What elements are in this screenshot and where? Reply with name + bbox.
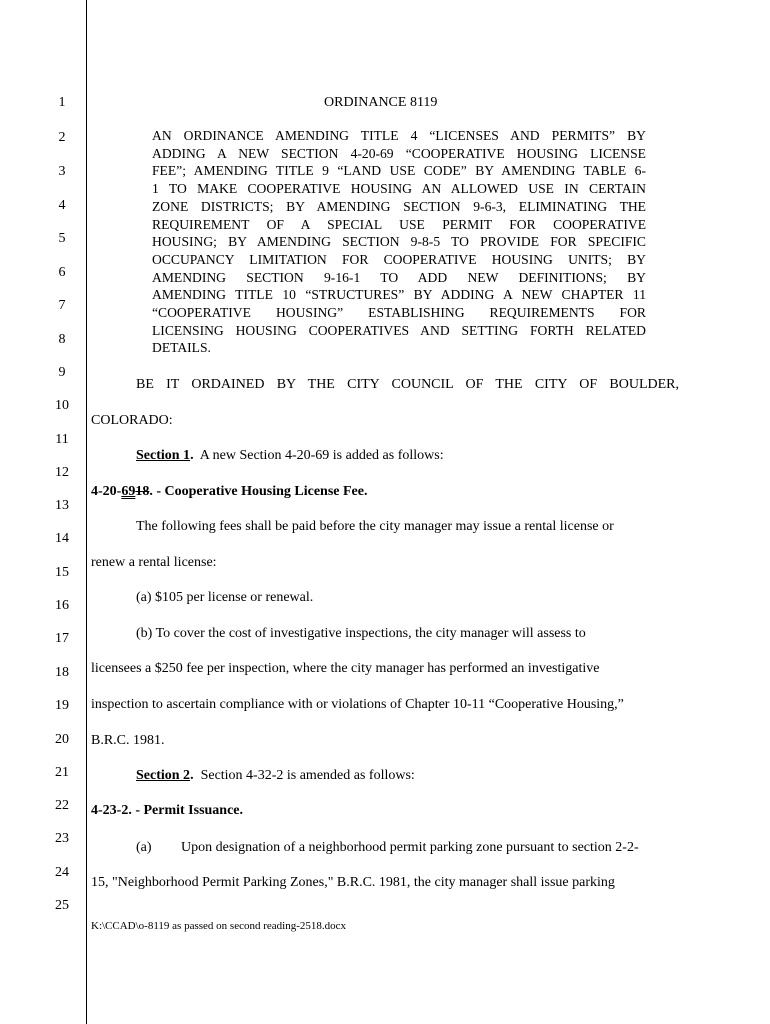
caption-line: HOUSING; BY AMENDING SECTION 9-8-5 TO PROVIDE FOR SPECIFIC xyxy=(152,234,646,250)
caption-line: ADDING A NEW SECTION 4-20-69 “COOPERATIVE HOUSING LICENSE xyxy=(152,145,646,161)
permit-a-line: 15, "Neighborhood Permit Parking Zones," B.R.C. 1981, the city manager shall issue parking xyxy=(91,875,615,890)
line-number: 25 xyxy=(55,898,69,913)
line-number: 10 xyxy=(55,398,69,413)
line-number: 20 xyxy=(55,732,69,747)
section-1-period: . xyxy=(190,448,194,463)
line-number: 14 xyxy=(55,531,69,546)
line-number: 24 xyxy=(55,865,69,880)
section-2-text: Section 4-32-2 is amended as follows: xyxy=(193,768,415,783)
line-number: 6 xyxy=(58,265,66,280)
line-number: 12 xyxy=(55,465,69,480)
line-number: 18 xyxy=(55,665,69,680)
ordinance-caption xyxy=(152,127,646,357)
heading-suffix: . - Cooperative Housing License Fee. xyxy=(149,484,368,499)
item-b-line: B.R.C. 1981. xyxy=(91,733,165,748)
section-1-intro xyxy=(136,448,444,463)
paragraph-line: The following fees shall be paid before the city manager may issue a rental license or xyxy=(136,519,614,534)
heading-prefix: 4-20- xyxy=(91,484,122,499)
caption-line: “COOPERATIVE HOUSING” ESTABLISHING REQUIREMENTS FOR xyxy=(152,305,646,321)
caption-line: REQUIREMENT OF A SPECIAL USE PERMIT FOR COOPERATIVE xyxy=(152,216,646,232)
line-number: 17 xyxy=(55,631,69,646)
section-2-label: Section 2 xyxy=(136,768,191,783)
line-number: 21 xyxy=(55,765,69,780)
item-a: (a) $105 per license or renewal. xyxy=(136,590,314,605)
line-number: 4 xyxy=(58,198,66,213)
line-number: 11 xyxy=(55,432,69,447)
line-number: 19 xyxy=(55,698,69,713)
section-1-text: A new Section 4-20-69 is added as follows: xyxy=(193,448,444,463)
heading-inserted-text: 69 xyxy=(121,484,136,499)
heading-deleted-text: 18 xyxy=(135,484,150,499)
caption-line: DETAILS. xyxy=(152,340,211,356)
item-b-line: inspection to ascertain compliance with or violations of Chapter 10-11 “Cooperative Housing,” xyxy=(91,697,624,712)
section-2-intro xyxy=(136,768,415,783)
line-number: 15 xyxy=(55,565,69,580)
caption-line: AN ORDINANCE AMENDING TITLE 4 “LICENSES AND PERMITS” BY xyxy=(152,128,646,143)
line-number: 1 xyxy=(58,95,66,110)
ordaining-clause-line-2: COLORADO: xyxy=(91,413,173,428)
item-b-line: licensees a $250 fee per inspection, where the city manager has performed an investigative xyxy=(91,661,600,676)
ordinance-title: ORDINANCE 8119 xyxy=(324,95,438,110)
caption-line: AMENDING TITLE 10 “STRUCTURES” BY ADDING A NEW CHAPTER 11 xyxy=(152,287,646,303)
paragraph-line: renew a rental license: xyxy=(91,555,217,570)
line-number: 3 xyxy=(58,164,66,179)
line-number: 22 xyxy=(55,798,69,813)
permit-a-line: Upon designation of a neighborhood permit parking zone pursuant to section 2-2- xyxy=(181,840,639,855)
section-2-period: . xyxy=(190,768,194,783)
line-number: 8 xyxy=(58,332,66,347)
section-heading-4-20-69 xyxy=(91,484,367,499)
caption-line: OCCUPANCY LIMITATION FOR COOPERATIVE HOUSING UNITS; BY xyxy=(152,251,646,267)
line-number: 7 xyxy=(58,298,66,313)
line-number: 23 xyxy=(55,831,69,846)
left-margin-rule xyxy=(86,0,87,1024)
section-heading-4-23-2: 4-23-2. - Permit Issuance. xyxy=(91,803,244,818)
section-1-label: Section 1 xyxy=(136,448,191,463)
line-number: 13 xyxy=(55,498,69,513)
item-b-line: (b) To cover the cost of investigative inspections, the city manager will assess to xyxy=(136,626,586,641)
caption-line: ZONE DISTRICTS; BY AMENDING SECTION 9-6-3, ELIMINATING THE xyxy=(152,198,646,214)
line-number: 2 xyxy=(58,130,66,145)
caption-line: FEE”; AMENDING TITLE 9 “LAND USE CODE” BY AMENDING TABLE 6- xyxy=(152,163,646,179)
caption-line: LICENSING HOUSING COOPERATIVES AND SETTING FORTH RELATED xyxy=(152,322,646,338)
line-number: 5 xyxy=(58,231,66,246)
caption-line: 1 TO MAKE COOPERATIVE HOUSING AN ALLOWED USE IN CERTAIN xyxy=(152,181,646,197)
document-footer-path: K:\CCAD\o-8119 as passed on second reading-2518.docx xyxy=(91,920,346,932)
line-number: 16 xyxy=(55,598,69,613)
line-number: 9 xyxy=(58,365,66,380)
caption-line: AMENDING SECTION 9-16-1 TO ADD NEW DEFINITIONS; BY xyxy=(152,269,646,285)
ordaining-clause-line-1: BE IT ORDAINED BY THE CITY COUNCIL OF THE CITY OF BOULDER, xyxy=(136,377,679,392)
permit-a-label: (a) xyxy=(136,840,152,855)
